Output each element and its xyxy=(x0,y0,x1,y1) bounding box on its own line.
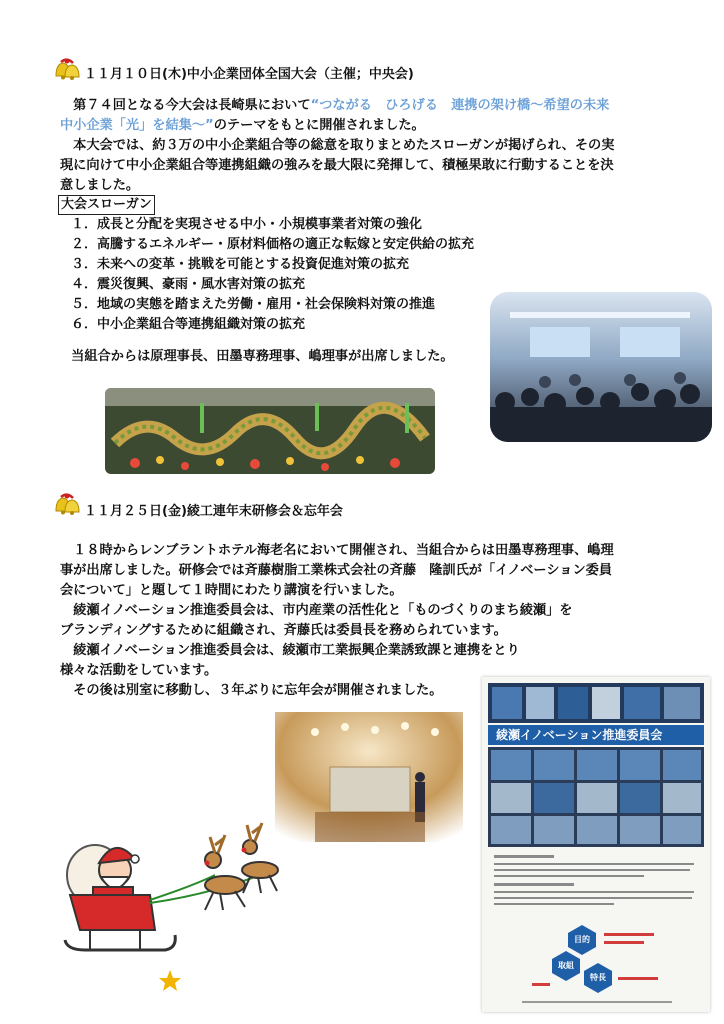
slogan-item: ２．高騰するエネルギー・原材料価格の適正な転嫁と安定供給の拡充 xyxy=(58,237,475,252)
flyer-footer-line xyxy=(522,1001,672,1003)
body-line: １８時からレンブラントホテル海老名において開催され、当組合からは田墨専務理事、嶋理 xyxy=(60,543,614,558)
body-line: 現に向けて中小企業組合等連携組織の強みを最大限に発揮して、積極果敢に行動することを決 xyxy=(60,158,614,173)
innovation-flyer xyxy=(482,677,710,1012)
body-line: 綾瀬イノベーション推進委員会は、綾瀬市工業振興企業誘致課と連携をとり xyxy=(60,643,520,658)
slogan-list xyxy=(58,215,474,335)
dragon-decoration-photo xyxy=(105,388,435,474)
body-line: 会について」と題して１時間にわたり講演を行いました。 xyxy=(60,583,403,598)
body-line: 様々な活動をしています。 xyxy=(60,663,218,678)
flyer-member-photos xyxy=(488,747,704,847)
body-line: 事が出席しました。研修会では斉藤樹脂工業株式会社の斉藤 隆訓氏が「イノベーション委員 xyxy=(60,563,613,578)
flyer-body-text xyxy=(494,853,698,921)
section-heading: １１月２５日(金)綾工連年末研修会＆忘年会 xyxy=(84,504,343,519)
body-line: その後は別室に移動し、３年ぶりに忘年会が開催されました。 xyxy=(60,683,443,698)
slogan-item: １．成長と分配を実現させる中小・小規模事業者対策の強化 xyxy=(58,217,423,232)
slogan-title: 大会スローガン xyxy=(58,195,155,215)
conference-hall-photo xyxy=(490,292,712,442)
hex-label: 取組 xyxy=(558,961,574,970)
body-line: 意しました。 xyxy=(60,178,140,193)
intro-paragraph xyxy=(60,96,700,196)
flyer-photo-grid xyxy=(488,683,704,723)
bell-icon xyxy=(52,58,82,82)
slogan-item: ３．未来への変革・挑戦を可能とする投資促進対策の拡充 xyxy=(58,257,410,272)
flyer-title-banner xyxy=(488,725,704,745)
body-line: ブランディングするために組織され、斉藤氏は委員長を務められています。 xyxy=(60,623,507,638)
theme-text: “つながる ひろげる 連携の架け橋～希望の未来 xyxy=(310,98,610,113)
body-line: 綾瀬イノベーション推進委員会は、市内産業の活性化と「ものづくりのまち綾瀬」を xyxy=(60,603,573,618)
slogan-item: ６．中小企業組合等連携組織対策の拡充 xyxy=(58,317,306,332)
bell-icon xyxy=(52,493,82,517)
hex-label: 目的 xyxy=(574,935,590,944)
body-line: 本大会では、約３万の中小企業組合等の総意を取りまとめたスローガンが掲げられ、その実 xyxy=(60,138,615,153)
santa-sleigh-illustration xyxy=(55,815,280,1005)
intro-suffix: のテーマをもとに開催されました。 xyxy=(213,118,425,133)
intro-prefix: 第７４回となる今大会は長崎県において xyxy=(60,98,311,113)
slogan-item: ４．震災復興、豪雨・風水害対策の拡充 xyxy=(58,277,306,292)
flyer-hexagon-diagram xyxy=(532,923,662,997)
attendees-text: 当組合からは原理事長、田墨専務理事、嶋理事が出席しました。 xyxy=(58,349,454,364)
theme-text: 中小企業「光」を結集～” xyxy=(60,118,214,133)
slogan-item: ５．地域の実態を踏まえた労働・雇用・社会保険料対策の推進 xyxy=(58,297,436,312)
flyer-title: 綾瀬イノベーション推進委員会 xyxy=(496,728,663,742)
party-hall-photo xyxy=(275,712,463,842)
section-heading: １１月１０日(木)中小企業団体全国大会（主催；中央会) xyxy=(84,67,414,82)
hex-label: 特長 xyxy=(590,973,606,982)
